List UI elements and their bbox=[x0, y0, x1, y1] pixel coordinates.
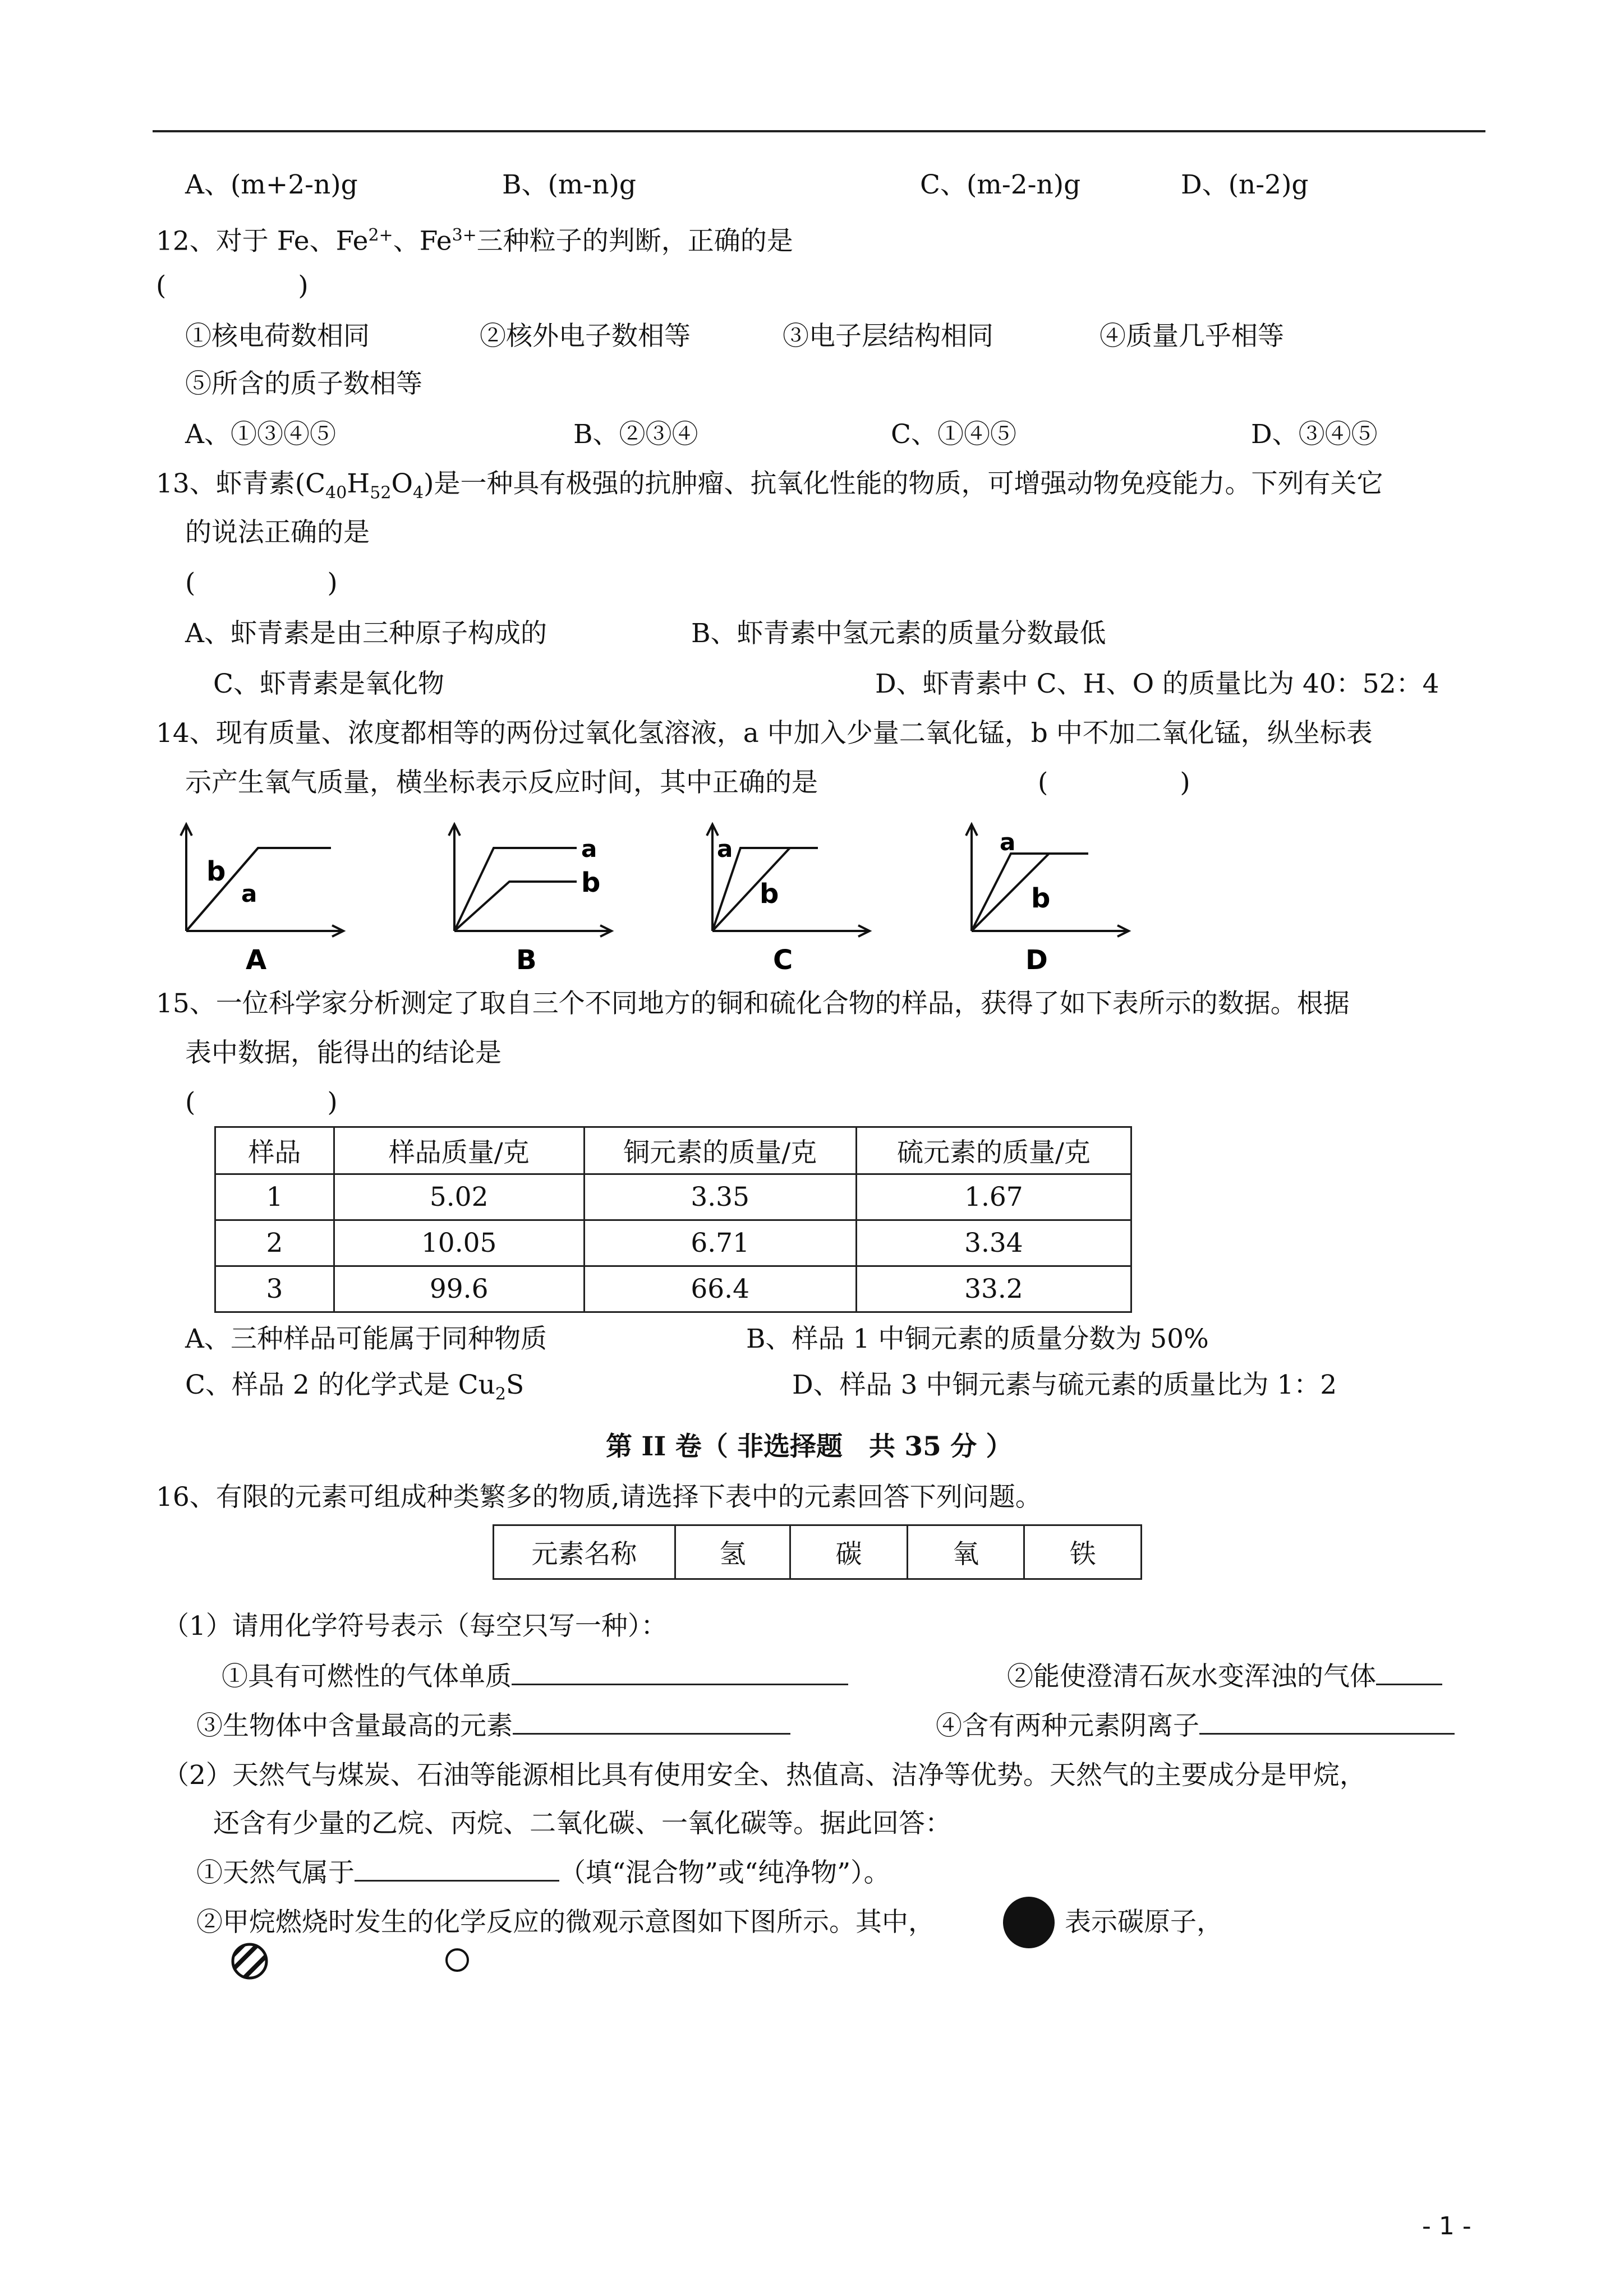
table-cell: 氧 bbox=[907, 1525, 1024, 1579]
q16-part1-item3: ③生物体中含量最高的元素 bbox=[196, 1709, 790, 1743]
q15-option-a: A、三种样品可能属于同种物质 bbox=[185, 1324, 547, 1354]
q15-option-b: B、样品 1 中铜元素的质量分数为 50% bbox=[746, 1324, 1209, 1354]
q12-option-d: D、③④⑤ bbox=[1251, 419, 1378, 450]
table-row bbox=[494, 1525, 1142, 1579]
q12-item-4: ④质量几乎相等 bbox=[1099, 321, 1284, 352]
header-rule bbox=[153, 130, 1485, 132]
table-cell: 1 bbox=[215, 1174, 334, 1220]
table-cell: 3.35 bbox=[584, 1174, 856, 1220]
curve-a-label: a bbox=[241, 880, 257, 907]
q16-part2-item2-post: 表示碳原子， bbox=[1065, 1907, 1223, 1938]
table-cell: 氢 bbox=[675, 1525, 790, 1579]
q12-option-a: A、①③④⑤ bbox=[185, 419, 336, 450]
q15-option-c: C、样品 2 的化学式是 $Cu_2S$ bbox=[185, 1370, 525, 1404]
q11-option-b: B、(m-n)g bbox=[502, 169, 637, 200]
table-row bbox=[215, 1266, 1131, 1312]
q16-part1-item4: ④含有两种元素阴离子 bbox=[936, 1709, 1455, 1743]
graph-label: B bbox=[516, 944, 537, 976]
answer-blank[interactable] bbox=[1199, 1728, 1455, 1735]
table-cell: 铁 bbox=[1024, 1525, 1142, 1579]
q12-answer-paren: ( ) bbox=[156, 270, 309, 301]
q14-graph-b bbox=[448, 819, 616, 976]
graph-label: C bbox=[773, 944, 793, 976]
q16-part1-item1: ①具有可燃性的气体单质 bbox=[222, 1660, 848, 1694]
q11-option-a: A、(m+2-n)g bbox=[185, 169, 358, 200]
table-row bbox=[215, 1220, 1131, 1266]
curve-b-label: b bbox=[581, 867, 601, 898]
q14-graph-c bbox=[706, 819, 874, 976]
q16-part2-line2: 还含有少量的乙烷、丙烷、二氧化碳、一氧化碳等。据此回答： bbox=[213, 1808, 951, 1839]
q12-item-1: ①核电荷数相同 bbox=[185, 321, 370, 352]
q14-graph-a bbox=[180, 819, 348, 976]
curve-a-label: a bbox=[717, 835, 733, 863]
q13-option-a: A、虾青素是由三种原子构成的 bbox=[185, 618, 547, 649]
q12-item-5: ⑤所含的质子数相等 bbox=[185, 368, 422, 399]
q12-stem: 12、对于 Fe、$Fe^{2+}$、$Fe^{3+}$三种粒子的判断，正确的是 bbox=[156, 225, 793, 257]
table-header-cell: 样品质量/克 bbox=[334, 1127, 584, 1174]
curve-a-label: a bbox=[581, 835, 597, 863]
hydrogen-atom-icon bbox=[443, 1946, 471, 1976]
q14-stem-line1: 14、现有质量、浓度都相等的两份过氧化氢溶液，a 中加入少量二氧化锰，b 中不加二氧化锰，纵坐标表 bbox=[156, 718, 1373, 749]
q13-stem-line2: 的说法正确的是 bbox=[185, 517, 370, 548]
table-header-cell: 样品 bbox=[215, 1127, 334, 1174]
table-cell: 66.4 bbox=[584, 1266, 856, 1312]
table-cell: 碳 bbox=[790, 1525, 908, 1579]
table-cell: 10.05 bbox=[334, 1220, 584, 1266]
q16-part2-line1: （2）天然气与煤炭、石油等能源相比具有使用安全、热值高、洁净等优势。天然气的主要成分是甲烷， bbox=[163, 1760, 1366, 1791]
q14-stem-line2: 示产生氧气质量，横坐标表示反应时间，其中正确的是 bbox=[185, 767, 818, 798]
table-cell: 5.02 bbox=[334, 1174, 584, 1220]
curve-b-label: b bbox=[760, 878, 779, 910]
q16-part1-intro: （1）请用化学符号表示（每空只写一种）： bbox=[163, 1611, 668, 1642]
q14-graph-d bbox=[965, 819, 1133, 976]
curve-b bbox=[454, 882, 577, 931]
carbon-atom-icon bbox=[1003, 1897, 1055, 1948]
q13-option-d: D、虾青素中 C、H、O 的质量比为 40：52：4 bbox=[875, 668, 1439, 699]
answer-blank[interactable] bbox=[513, 1728, 790, 1735]
table-cell: 1.67 bbox=[856, 1174, 1131, 1220]
q16-element-table bbox=[493, 1524, 1142, 1580]
section-2-title: 第 II 卷（ 非选择题 共 35 分 ） bbox=[606, 1431, 1013, 1462]
table-cell: 3 bbox=[215, 1266, 334, 1312]
q15-stem-line1: 15、一位科学家分析测定了取自三个不同地方的铜和硫化合物的样品，获得了如下表所示的数据。根据 bbox=[156, 988, 1350, 1019]
answer-blank[interactable] bbox=[355, 1875, 559, 1882]
q15-option-d: D、样品 3 中铜元素与硫元素的质量比为 1：2 bbox=[792, 1370, 1337, 1400]
table-header-cell: 硫元素的质量/克 bbox=[856, 1127, 1131, 1174]
q13-answer-paren: ( ) bbox=[185, 568, 338, 598]
q15-stem-line2: 表中数据，能得出的结论是 bbox=[185, 1038, 502, 1068]
q11-option-c: C、(m-2-n)g bbox=[920, 169, 1081, 200]
q13-option-b: B、虾青素中氢元素的质量分数最低 bbox=[691, 618, 1106, 649]
curve-b-label: b bbox=[1031, 883, 1051, 914]
curve-b-label: b bbox=[206, 856, 226, 887]
q11-option-d: D、(n-2)g bbox=[1181, 169, 1309, 200]
q12-option-c: C、①④⑤ bbox=[891, 419, 1016, 450]
graph-label: D bbox=[1025, 944, 1048, 976]
q14-answer-paren: ( ) bbox=[1038, 767, 1190, 798]
table-cell: 元素名称 bbox=[494, 1525, 675, 1579]
q12-option-b: B、②③④ bbox=[573, 419, 698, 450]
graph-label: A bbox=[246, 944, 267, 976]
table-row bbox=[215, 1174, 1131, 1220]
q15-answer-paren: ( ) bbox=[185, 1087, 338, 1118]
q12-item-2: ②核外电子数相等 bbox=[480, 321, 691, 352]
curve-a-label: a bbox=[1000, 828, 1016, 856]
curve-a bbox=[972, 854, 1088, 931]
q16-part2-item2: ②甲烷燃烧时发生的化学反应的微观示意图如下图所示。其中， bbox=[196, 1907, 935, 1938]
q12-item-3: ③电子层结构相同 bbox=[783, 321, 993, 352]
q13-stem: 13、虾青素$(C_{40}H_{52}O_4)$是一种具有极强的抗肿瘤、抗氧化性能的物质，可增强动物免疫能力。下列有关它 bbox=[156, 468, 1383, 503]
table-cell: 99.6 bbox=[334, 1266, 584, 1312]
oxygen-atom-icon bbox=[230, 1942, 269, 1983]
q15-data-table bbox=[214, 1126, 1132, 1313]
answer-blank[interactable] bbox=[1376, 1679, 1442, 1685]
table-cell: 3.34 bbox=[856, 1220, 1131, 1266]
table-header-cell: 铜元素的质量/克 bbox=[584, 1127, 856, 1174]
table-cell: 2 bbox=[215, 1220, 334, 1266]
table-cell: 33.2 bbox=[856, 1266, 1131, 1312]
page-number: - 1 - bbox=[1422, 2212, 1471, 2240]
table-header-row bbox=[215, 1127, 1131, 1174]
q13-option-c: C、虾青素是氧化物 bbox=[213, 668, 444, 699]
q16-part1-item2: ②能使澄清石灰水变浑浊的气体 bbox=[1007, 1660, 1442, 1694]
q16-stem: 16、有限的元素可组成种类繁多的物质,请选择下表中的元素回答下列问题。 bbox=[156, 1482, 1042, 1513]
q16-part2-item1: ①天然气属于 （填“混合物”或“纯净物”）。 bbox=[196, 1857, 890, 1888]
curve-a bbox=[454, 848, 577, 931]
answer-blank[interactable] bbox=[512, 1679, 848, 1685]
table-cell: 6.71 bbox=[584, 1220, 856, 1266]
